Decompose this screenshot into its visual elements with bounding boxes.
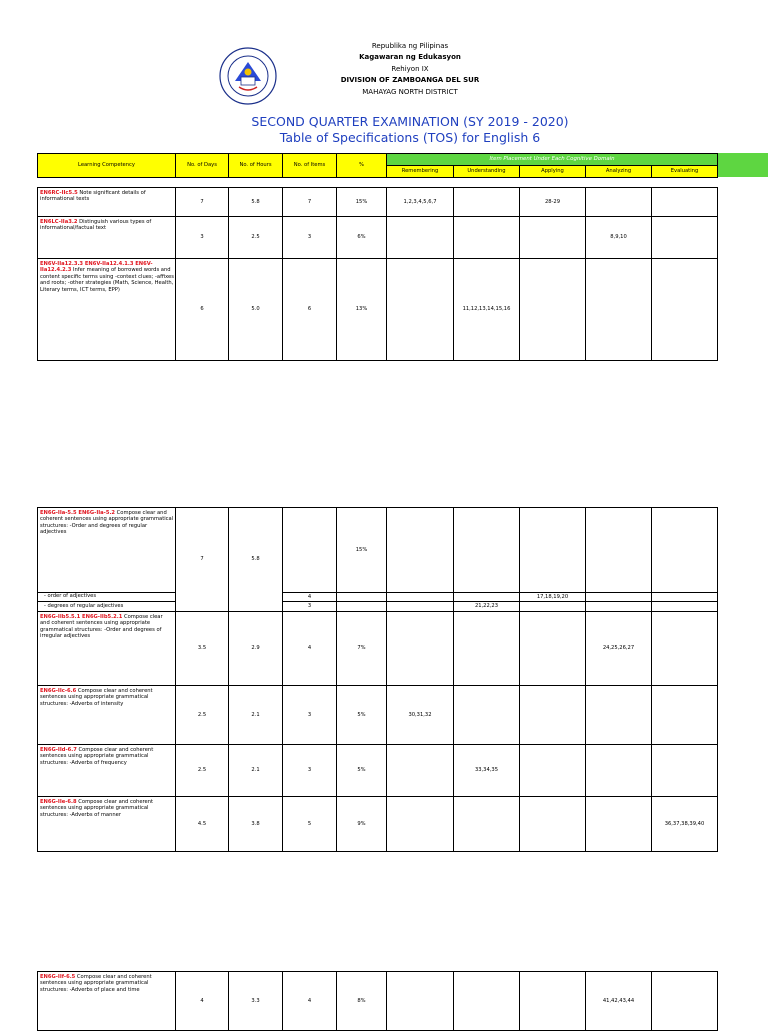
table-cell-app (519, 744, 586, 797)
table-cell-eva (651, 971, 718, 1031)
table-cell-days: 4.5 (175, 796, 229, 852)
header-district: MAHAYAG NORTH DISTRICT (362, 88, 458, 96)
table-cell-rem (386, 796, 454, 852)
table-cell-items: 5 (282, 796, 337, 852)
table-cell-und (453, 971, 520, 1031)
table-cell-pct: 6% (336, 216, 387, 259)
table-cell-items: 3 (282, 685, 337, 745)
header-division: DIVISION OF ZAMBOANGA DEL SUR (340, 76, 480, 84)
table-cell-ana (585, 187, 652, 217)
competency-code: EN6RC-IIc5.5 (40, 190, 78, 196)
competency-text: Compose clear and coherent sentences using appropriate grammatical structures: -Order and degrees of irregular adjectives (40, 614, 163, 640)
table-cell-ana: 8,9,10 (585, 216, 652, 259)
table-cell-app: 17,18,19,20 (519, 592, 586, 602)
table-cell-rem (386, 258, 454, 361)
table-cell-pct: 5% (336, 685, 387, 745)
header-domain-title: Item Placement Under Each Cognitive Domain (386, 153, 718, 166)
table-cell-app (519, 507, 586, 593)
competency-cell (37, 258, 176, 361)
competency-cell (37, 507, 176, 593)
table-cell-hours: 5.0 (228, 258, 283, 361)
tos-title: Table of Specifications (TOS) for English 6 (279, 130, 541, 145)
table-cell-days: 2.5 (175, 685, 229, 745)
exam-title: SECOND QUARTER EXAMINATION (SY 2019 - 2020) (251, 114, 569, 129)
table-cell-pct: 9% (336, 796, 387, 852)
competency-code: EN6G-IIa-5.5 EN6G-IIa-5.2 (40, 510, 116, 516)
table-cell-pct: 15% (336, 507, 387, 593)
competency-code: EN6G-IIc-6.6 (40, 688, 77, 694)
competency-cell (37, 971, 176, 1031)
competency-text: Compose clear and coherent sentences using appropriate grammatical structures: -Order and degrees of regular adjectives (40, 510, 174, 536)
table-cell-app (519, 796, 586, 852)
header-evaluating: Evaluating (651, 165, 718, 178)
header-republic: Republika ng Pilipinas (371, 42, 449, 50)
table-cell-pct: 13% (336, 258, 387, 361)
table-cell-und: 33,34,35 (453, 744, 520, 797)
table-cell-ana (585, 744, 652, 797)
competency-code: EN6V-IIa12.3.3 EN6V-IIa12.4.1.3 EN6V-IIa12.4.2.3 (40, 261, 153, 274)
table-cell-hours: 3.8 (228, 796, 283, 852)
header-analyzing: Analyzing (585, 165, 652, 178)
header-applying: Applying (519, 165, 586, 178)
table-cell-ana: 24,25,26,27 (585, 611, 652, 686)
table-cell-eva (651, 744, 718, 797)
table-cell-ana (585, 258, 652, 361)
table-cell-eva (651, 685, 718, 745)
table-cell-items: 4 (282, 971, 337, 1031)
table-cell-days: 6 (175, 258, 229, 361)
table-cell-eva (651, 507, 718, 593)
table-cell-hours: 5.8 (228, 187, 283, 217)
table-cell-rem (386, 507, 454, 593)
table-cell-rem: 30,31,32 (386, 685, 454, 745)
competency-code: EN6G-IIf-6.5 (40, 974, 76, 980)
table-cell-days: 4 (175, 971, 229, 1031)
table-cell-items: 3 (282, 601, 337, 612)
table-cell-pct: 15% (336, 187, 387, 217)
table-cell-eva (651, 216, 718, 259)
table-cell-eva (651, 258, 718, 361)
table-cell-eva (651, 187, 718, 217)
competency-code: EN6LC-IIa3.2 (40, 219, 78, 225)
table-cell-und (453, 611, 520, 686)
table-cell-ana (585, 507, 652, 593)
competency-text: Infer meaning of borrowed words and content specific terms using -context clues; -affixes and roots; -other strategies (Math, Science, Health, Literary terms, ICT terms, EPP) (40, 267, 174, 293)
competency-cell (37, 611, 176, 686)
table-cell-eva: 36,37,38,39,40 (651, 796, 718, 852)
table-cell-hours: 2.1 (228, 685, 283, 745)
table-cell-days: 7 (175, 507, 229, 612)
header-remembering: Remembering (386, 165, 454, 178)
sub-row-label: - order of adjectives (37, 592, 176, 602)
table-cell-und: 11,12,13,14,15,16 (453, 258, 520, 361)
table-cell-days: 7 (175, 187, 229, 217)
table-cell-rem (386, 971, 454, 1031)
table-cell-app (519, 685, 586, 745)
competency-text: Distinguish various types of informational/factual text (40, 219, 152, 232)
table-cell-eva (651, 611, 718, 686)
table-cell-und (453, 507, 520, 593)
table-cell-days: 2.5 (175, 744, 229, 797)
table-cell-hours: 2.1 (228, 744, 283, 797)
table-cell-items: 3 (282, 216, 337, 259)
competency-cell (37, 187, 176, 217)
table-cell-app (519, 971, 586, 1031)
header-days: No. of Days (175, 153, 229, 178)
table-cell-rem (386, 744, 454, 797)
table-cell-pct: 8% (336, 971, 387, 1031)
competency-text: Compose clear and coherent sentences using appropriate grammatical structures: -Adverbs of frequency (40, 747, 154, 766)
competency-cell (37, 796, 176, 852)
table-cell-hours: 2.5 (228, 216, 283, 259)
table-cell-hours: 3.3 (228, 971, 283, 1031)
competency-code: EN6G-IId-6.7 (40, 747, 77, 753)
table-cell-rem (386, 611, 454, 686)
table-cell-days: 3 (175, 216, 229, 259)
header-competency: Learning Competency (37, 153, 176, 178)
competency-code: EN6G-IIe-6.8 (40, 799, 77, 805)
table-cell-pct: 7% (336, 611, 387, 686)
table-cell-items: 6 (282, 258, 337, 361)
table-cell-items: 4 (282, 592, 337, 602)
table-cell-und (453, 796, 520, 852)
table-cell-days: 3.5 (175, 611, 229, 686)
table-cell-app (519, 611, 586, 686)
table-cell-ana (585, 796, 652, 852)
competency-text: Compose clear and coherent sentences using appropriate grammatical structures: -Adverbs of manner (40, 799, 154, 818)
competency-cell (37, 685, 176, 745)
header-items: No. of Items (282, 153, 337, 178)
table-cell-items: 7 (282, 187, 337, 217)
header-understanding: Understanding (453, 165, 520, 178)
table-cell-und: 21,22,23 (453, 601, 520, 612)
table-cell-app: 28-29 (519, 187, 586, 217)
competency-text: Compose clear and coherent sentences using appropriate grammatical structures: -Adverbs of place and time (40, 974, 152, 993)
table-cell-rem (386, 216, 454, 259)
table-cell-pct: 5% (336, 744, 387, 797)
table-cell-app (519, 258, 586, 361)
header-hours: No. of Hours (228, 153, 283, 178)
competency-code: EN6G-IIb5.5.1 EN6G-IIb5.2.1 (40, 614, 123, 620)
competency-cell (37, 216, 176, 259)
header-percent: % (336, 153, 387, 178)
header-region: Rehiyon IX (391, 65, 429, 73)
table-cell-ana: 41,42,43,44 (585, 971, 652, 1031)
table-cell-und (453, 685, 520, 745)
table-cell-items: 3 (282, 744, 337, 797)
competency-text: Note significant details of informational texts (40, 190, 146, 203)
header-department: Kagawaran ng Edukasyon (359, 53, 461, 61)
table-cell-app (519, 216, 586, 259)
table-cell-ana (585, 685, 652, 745)
competency-cell (37, 744, 176, 797)
table-cell-rem: 1,2,3,4,5,6,7 (386, 187, 454, 217)
table-cell-und (453, 187, 520, 217)
table-cell-hours: 2.9 (228, 611, 283, 686)
table-cell-items (282, 507, 337, 593)
table-cell-und (453, 216, 520, 259)
competency-text: Compose clear and coherent sentences using appropriate grammatical structures: -Adverbs of intensity (40, 688, 153, 707)
sub-row-label: - degrees of regular adjectives (37, 601, 176, 612)
table-cell-items: 4 (282, 611, 337, 686)
table-cell-hours: 5.8 (228, 507, 283, 612)
domain-header-overflow (716, 153, 768, 177)
